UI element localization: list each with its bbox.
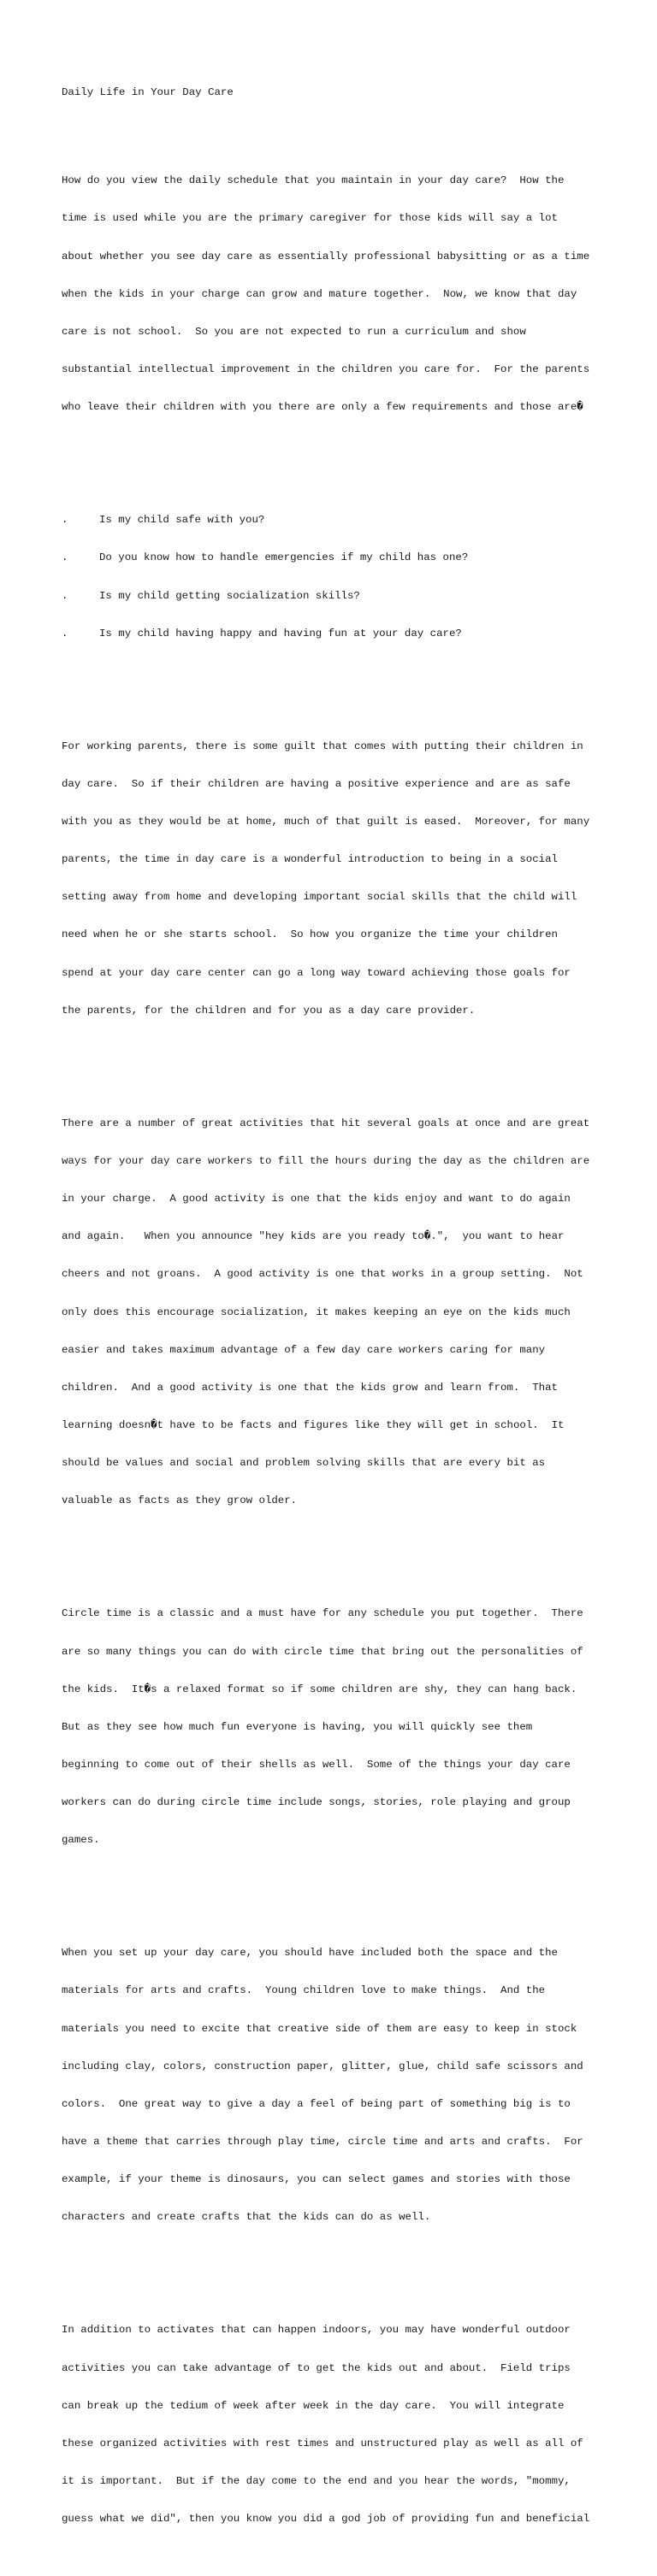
text-line: characters and create crafts that the kids can do as well. xyxy=(62,2211,431,2224)
paragraph-intro xyxy=(62,150,609,439)
text-line: learning doesn�t have to be facts and figures like they will get in school. It xyxy=(62,1418,565,1431)
list-item-text: Do you know how to handle emergencies if my child has one? xyxy=(99,551,469,564)
list-item xyxy=(62,628,609,640)
text-line: spend at your day care center can go a long way toward achieving those goals for xyxy=(62,966,571,979)
paragraph-circle-time xyxy=(62,1583,609,1872)
text-line: need when he or she starts school. So how you organize the time your children xyxy=(62,928,558,941)
document-page xyxy=(62,62,609,2576)
list-item xyxy=(62,514,609,527)
text-line: time is used while you are the primary caregiver for those kids will say a lot xyxy=(62,212,558,225)
text-line: in your charge. A good activity is one that the kids enjoy and want to do again xyxy=(62,1193,571,1205)
paragraph-activities xyxy=(62,1093,609,1533)
text-line: parents, the time in day care is a wonderful introduction to being in a social xyxy=(62,853,558,866)
document-title: Daily Life in Your Day Care xyxy=(62,86,234,99)
paragraph-outdoor xyxy=(62,2299,609,2550)
paragraph-working-parents xyxy=(62,716,609,1042)
text-line: children. And a good activity is one that the kids grow and learn from. That xyxy=(62,1381,558,1394)
text-line: the parents, for the children and for you as a day care provider. xyxy=(62,1004,476,1017)
list-item-text: Is my child safe with you? xyxy=(99,514,265,527)
text-line: care is not school. So you are not expected to run a curriculum and show xyxy=(62,325,526,338)
text-line: should be values and social and problem solving skills that are every bit as xyxy=(62,1456,546,1469)
text-line: are so many things you can do with circle time that bring out the personalities of xyxy=(62,1645,583,1658)
text-line: In addition to activates that can happen indoors, you may have wonderful outdoor xyxy=(62,2324,571,2337)
list-item xyxy=(62,590,609,603)
text-line: When you set up your day care, you should have included both the space and the xyxy=(62,1947,558,1960)
text-line: with you as they would be at home, much of that guilt is eased. Moreover, for many xyxy=(62,816,590,828)
text-line: day care. So if their children are having a positive experience and are as safe xyxy=(62,778,571,791)
text-line: workers can do during circle time include songs, stories, role playing and group xyxy=(62,1795,571,1808)
list-item-text: Is my child having happy and having fun at your day care? xyxy=(99,627,462,640)
text-line: beginning to come out of their shells as well. Some of the things your day care xyxy=(62,1758,571,1771)
text-line: valuable as facts as they grow older. xyxy=(62,1494,298,1507)
text-line: materials you need to excite that creative side of them are easy to keep in stock xyxy=(62,2022,577,2035)
text-line: when the kids in your charge can grow and mature together. Now, we know that day xyxy=(62,287,577,300)
requirements-list xyxy=(62,489,609,665)
text-line: But as they see how much fun everyone is having, you will quickly see them xyxy=(62,1720,533,1733)
text-line: including clay, colors, construction paper, glitter, glue, child safe scissors and xyxy=(62,2060,583,2072)
text-line: colors. One great way to give a day a feel of being part of something big is to xyxy=(62,2097,571,2110)
text-line: ways for your day care workers to fill the hours during the day as the children are xyxy=(62,1155,590,1168)
text-line: setting away from home and developing important social skills that the child will xyxy=(62,891,577,904)
text-line: games. xyxy=(62,1834,100,1847)
text-line: For working parents, there is some guilt that comes with putting their children in xyxy=(62,740,583,752)
text-line: easier and takes maximum advantage of a few day care workers caring for many xyxy=(62,1343,546,1356)
list-item-text: Is my child getting socialization skills? xyxy=(99,589,360,602)
text-line: and again. When you announce "hey kids are you ready to�.", you want to hear xyxy=(62,1230,565,1243)
text-line: materials for arts and crafts. Young children love to make things. And the xyxy=(62,1984,546,1997)
bullet-mark: . xyxy=(62,589,68,602)
text-line: have a theme that carries through play time, circle time and arts and crafts. For xyxy=(62,2135,583,2148)
text-line: it is important. But if the day come to the end and you hear the words, "mommy, xyxy=(62,2474,571,2487)
text-line: who leave their children with you there are only a few requirements and those are� xyxy=(62,400,583,413)
text-line: guess what we did", then you know you did a god job of providing fun and beneficial xyxy=(62,2513,590,2525)
text-line: example, if your theme is dinosaurs, you can select games and stories with those xyxy=(62,2173,571,2186)
paragraph-arts-crafts xyxy=(62,1922,609,2249)
text-line: cheers and not groans. A good activity is one that works in a group setting. Not xyxy=(62,1268,583,1281)
text-line: Circle time is a classic and a must have for any schedule you put together. There xyxy=(62,1607,583,1620)
text-line: these organized activities with rest times and unstructured play as well as all of xyxy=(62,2437,583,2449)
bullet-mark: . xyxy=(62,627,68,640)
list-item xyxy=(62,551,609,564)
text-line: about whether you see day care as essentially professional babysitting or as a time xyxy=(62,250,590,262)
bullet-mark: . xyxy=(62,551,68,564)
text-line: How do you view the daily schedule that you maintain in your day care? How the xyxy=(62,174,565,187)
bullet-mark: . xyxy=(62,514,68,527)
text-line: can break up the tedium of week after week in the day care. You will integrate xyxy=(62,2399,565,2412)
text-line: only does this encourage socialization, it makes keeping an eye on the kids much xyxy=(62,1306,571,1318)
text-line: the kids. It�s a relaxed format so if some children are shy, they can hang back. xyxy=(62,1683,577,1695)
text-line: substantial intellectual improvement in the children you care for. For the parents xyxy=(62,363,590,375)
text-line: There are a number of great activities that hit several goals at once and are great xyxy=(62,1117,590,1129)
text-line: activities you can take advantage of to get the kids out and about. Field trips xyxy=(62,2361,571,2374)
